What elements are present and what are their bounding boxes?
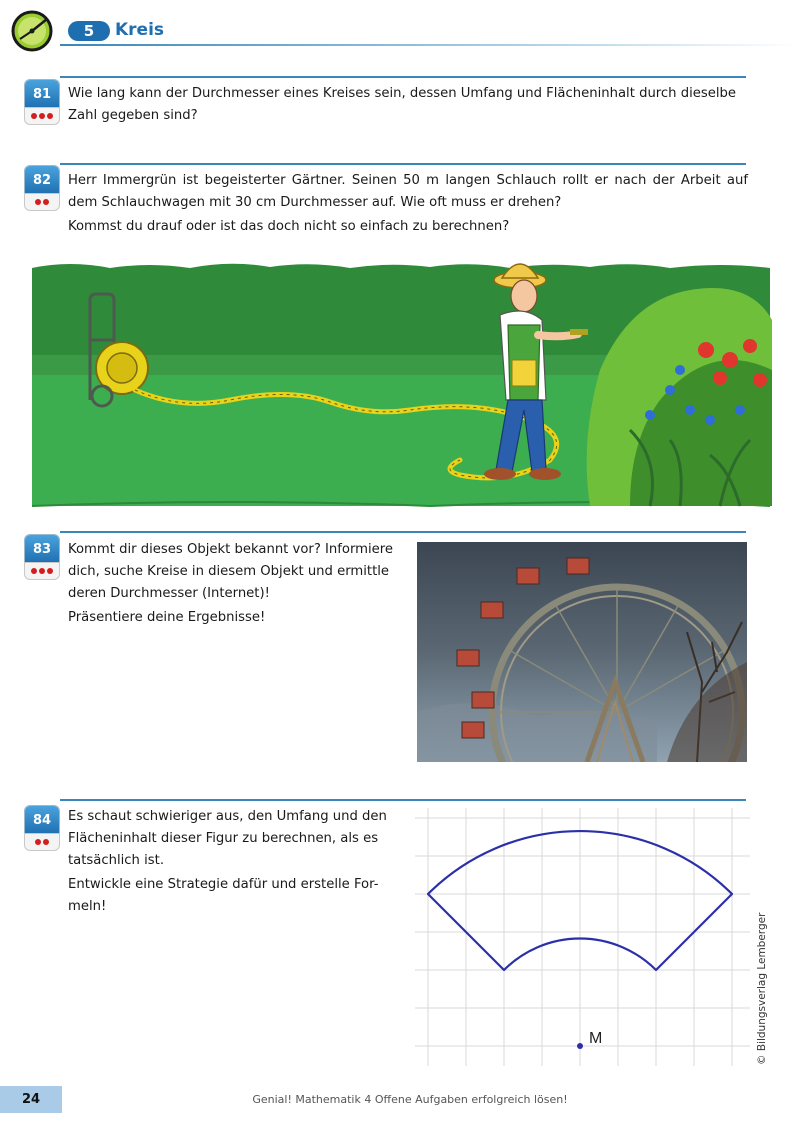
difficulty-dots [25,108,59,124]
task-82-text [68,170,748,238]
header-rule [60,44,800,46]
difficulty-dot [43,839,49,845]
gardener-illustration [30,260,772,508]
difficulty-dots [25,834,59,850]
difficulty-dot [35,839,41,845]
task-number: 82 [25,166,59,194]
difficulty-dot [39,113,45,119]
chapter-logo-icon [10,8,54,52]
task-82-rule [60,163,746,165]
task-paragraph: Entwickle eine Strategie dafür und erstelle For-meln! [68,877,379,914]
task-84-text [68,806,388,918]
publisher-credit: © Bildungsverlag Lemberger [756,912,768,1065]
ferris-wheel-photo [417,542,747,762]
task-number: 81 [25,80,59,108]
task-81-text [68,83,748,127]
task-number: 83 [25,535,59,563]
task-81-badge [25,80,59,124]
difficulty-dot [47,113,53,119]
page-number: 24 [21,1092,41,1107]
chapter-title: Kreis [115,20,165,40]
center-point-m [577,1043,583,1049]
task-83-badge [25,535,59,579]
task-83-text [68,539,398,629]
annulus-sector-figure [415,808,750,1066]
difficulty-dots [25,563,59,579]
difficulty-dots [25,194,59,210]
task-paragraph: Es schaut schwieriger aus, den Umfang und den Flächeninhalt dieser Figur zu berechnen, als es tatsächlich ist. [68,809,387,868]
difficulty-dot [43,199,49,205]
task-82-badge [25,166,59,210]
difficulty-dot [31,113,37,119]
task-paragraph: Präsentiere deine Ergebnisse! [68,610,266,625]
difficulty-dot [31,568,37,574]
task-84-rule [60,799,746,801]
center-label: M [589,1030,603,1047]
task-81-rule [60,76,746,78]
chapter-number-badge: 5 [68,21,110,41]
footer-book-title: Genial! Mathematik 4 Offene Aufgaben erfolgreich lösen! [252,1093,568,1106]
task-paragraph: Wie lang kann der Durchmesser eines Kreises sein, dessen Umfang und Flächeninhalt durch dieselbe Zahl gegeben sind? [68,86,737,123]
task-number: 84 [25,806,59,834]
task-paragraph: Kommt dir dieses Objekt bekannt vor? Informiere dich, suche Kreise in diesem Objekt und ermittle deren Durchmesser (Internet)! [68,542,394,601]
difficulty-dot [47,568,53,574]
task-paragraph: Kommst du drauf oder ist das doch nicht so einfach zu berechnen? [68,219,510,234]
difficulty-dot [39,568,45,574]
task-84-badge [25,806,59,850]
task-83-rule [60,531,746,533]
difficulty-dot [35,199,41,205]
task-paragraph: Herr Immergrün ist begeisterter Gärtner. Seinen 50 m langen Schlauch rollt er nach der Arbeit auf dem Schlauchwagen mit 30 cm Durchmesser auf. Wie oft muss er drehen? [68,173,748,210]
